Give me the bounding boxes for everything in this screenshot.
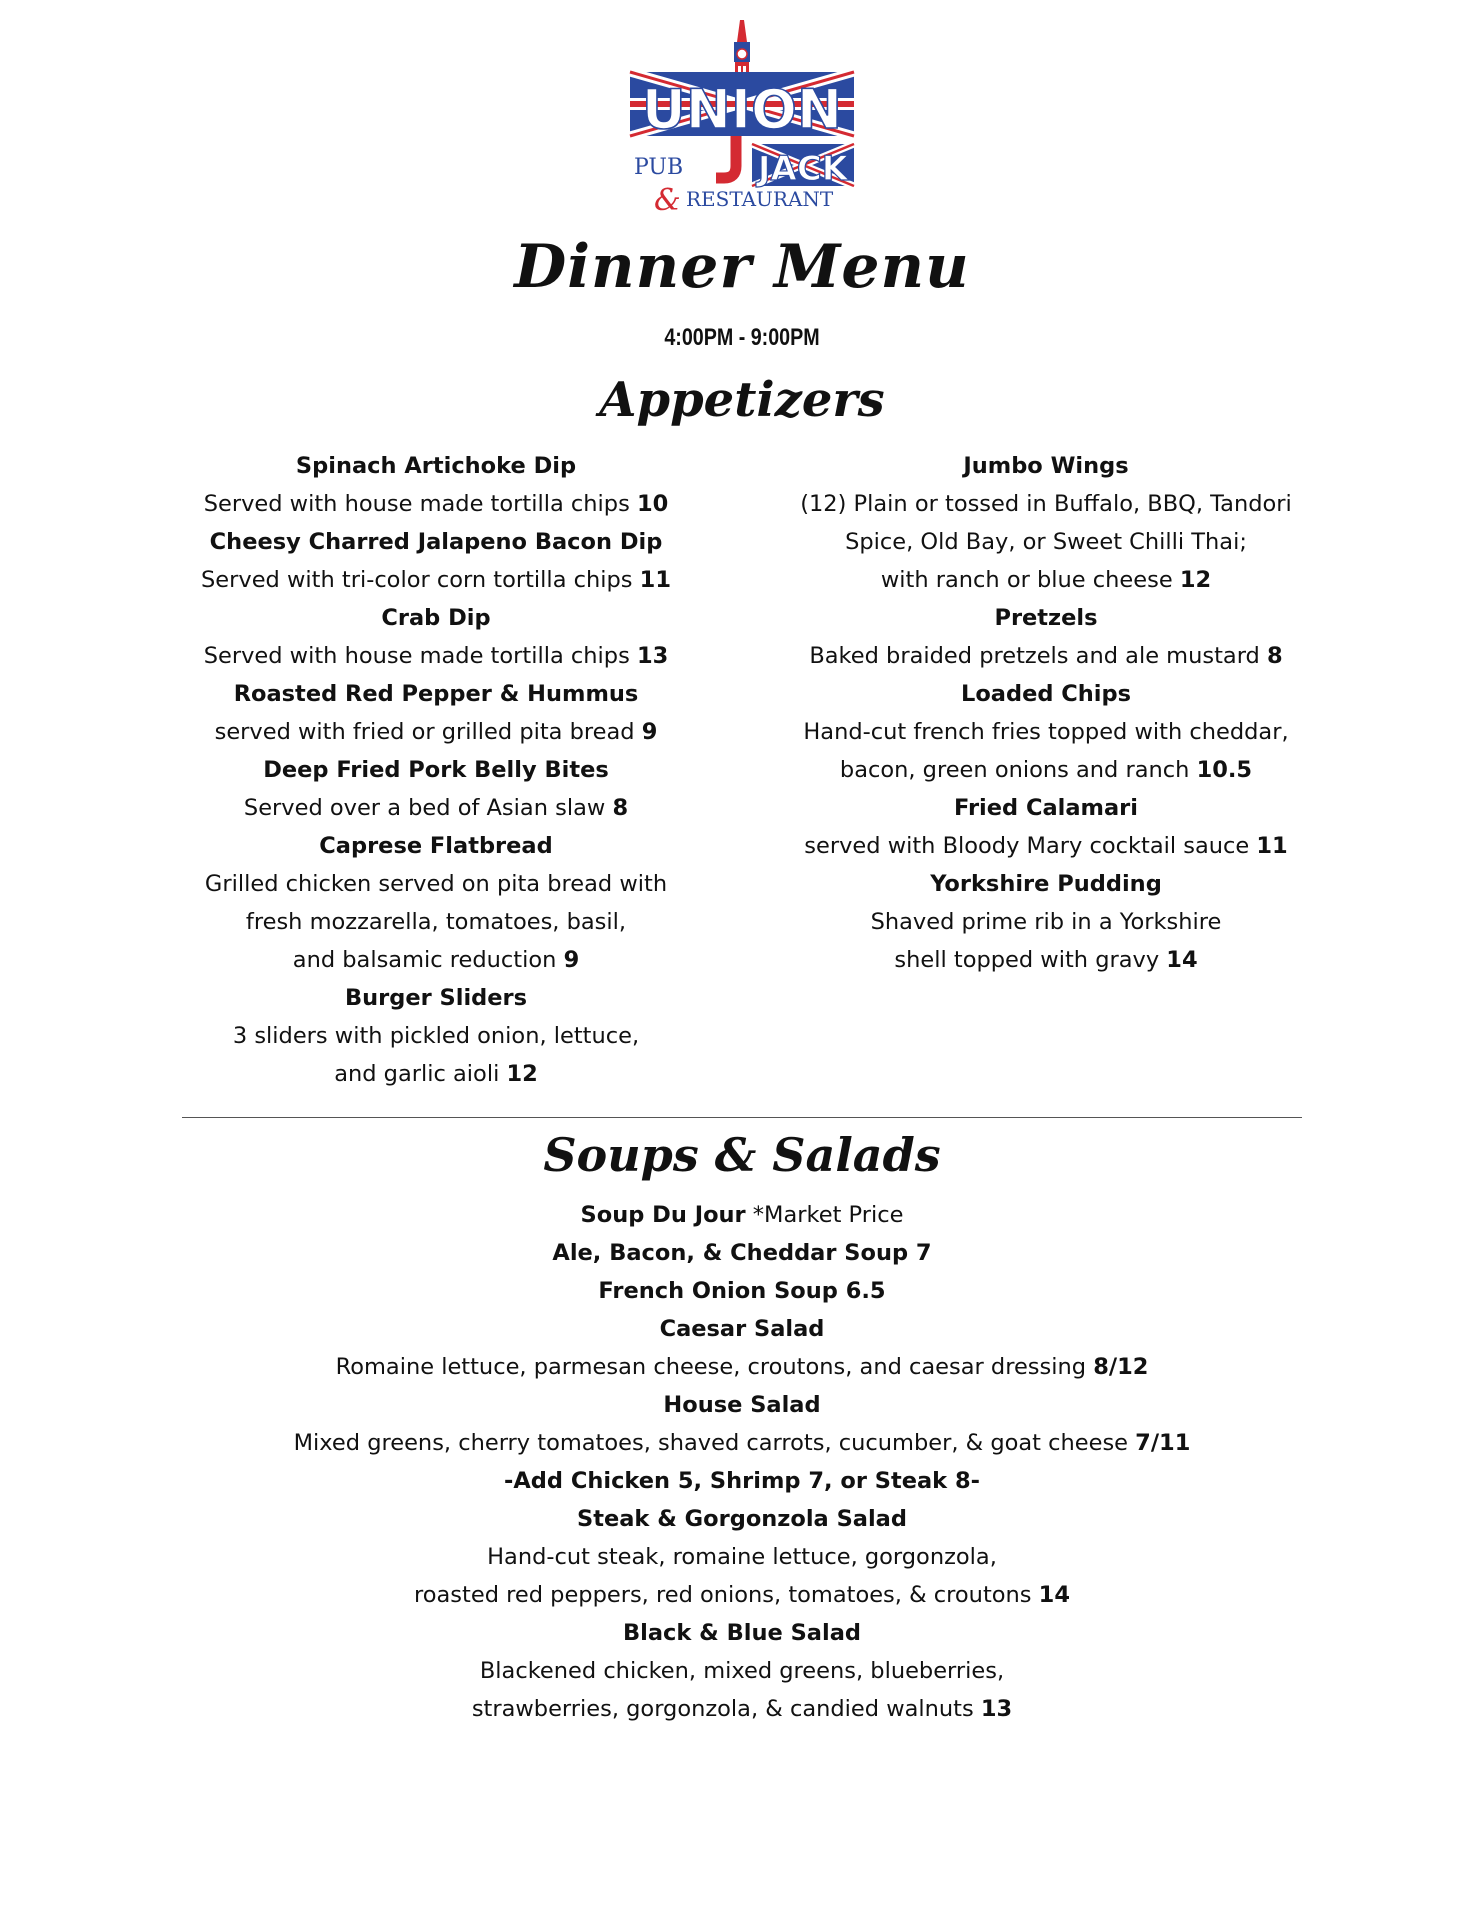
- menu-item: [170, 751, 702, 827]
- union-jack-logo-graphic: [628, 20, 860, 212]
- jack-wordmark: [752, 144, 854, 189]
- item-description: Served with house made tortilla chips 10: [203, 491, 669, 517]
- item-price: 12: [506, 1061, 538, 1087]
- item-description: bacon, green onions and ranch 10.5: [839, 757, 1253, 783]
- item-price: 11: [1256, 833, 1288, 859]
- restaurant-logo: [628, 20, 860, 212]
- item-description: and garlic aioli 12: [334, 1061, 538, 1087]
- item-price: 10: [636, 491, 669, 517]
- item-description: 3 sliders with pickled onion, lettuce,: [232, 1023, 640, 1049]
- svg-text:UNION: UNION: [641, 78, 843, 141]
- menu-item: Ale, Bacon, & Cheddar Soup 7: [552, 1240, 932, 1266]
- item-price: 8: [1267, 643, 1283, 669]
- item-description: Mixed greens, cherry tomatoes, shaved carrots, cucumber, & goat cheese 7/11: [293, 1430, 1191, 1456]
- item-description: with ranch or blue cheese 12: [880, 567, 1212, 593]
- service-hours: 4:00PM - 9:00PM: [664, 324, 820, 351]
- svg-text:JACK: JACK: [757, 149, 849, 189]
- item-name: Deep Fried Pork Belly Bites: [263, 757, 609, 783]
- item-price: 14: [1166, 947, 1198, 973]
- item-name: Caesar Salad: [659, 1316, 825, 1342]
- soups-salads-section: [170, 1196, 1314, 1728]
- page-title: Dinner Menu: [514, 232, 970, 302]
- item-description: shell topped with gravy 14: [894, 947, 1198, 973]
- item-name: Spinach Artichoke Dip: [295, 453, 577, 479]
- item-name: Cheesy Charred Jalapeno Bacon Dip: [209, 529, 663, 555]
- item-name: House Salad: [663, 1392, 821, 1418]
- item-name: Yorkshire Pudding: [930, 871, 1162, 897]
- item-price: 12: [1179, 567, 1212, 593]
- menu-item: [780, 447, 1312, 599]
- item-description: Served over a bed of Asian slaw 8: [243, 795, 629, 821]
- soups-salads-heading: Soups & Salads: [543, 1128, 941, 1182]
- item-name: Burger Sliders: [344, 985, 528, 1011]
- menu-item: [780, 675, 1312, 789]
- svg-text:PUB: PUB: [634, 155, 684, 180]
- item-description: Grilled chicken served on pita bread with: [204, 871, 668, 897]
- menu-item: [170, 827, 702, 979]
- menu-item: [170, 1196, 1314, 1234]
- item-description: Served with house made tortilla chips 13: [203, 643, 669, 669]
- item-description: fresh mozzarella, tomatoes, basil,: [245, 909, 627, 935]
- item-description: Hand-cut steak, romaine lettuce, gorgonzola,: [487, 1544, 997, 1570]
- item-name: Steak & Gorgonzola Salad: [577, 1506, 907, 1532]
- item-name: Pretzels: [994, 605, 1098, 631]
- item-name: Soup Du Jour: [580, 1202, 746, 1228]
- svg-text:RESTAURANT: RESTAURANT: [686, 187, 834, 211]
- item-price: 14: [1038, 1582, 1070, 1608]
- menu-item: [780, 599, 1312, 675]
- menu-item: [170, 447, 702, 523]
- svg-text:&: &: [654, 183, 681, 212]
- menu-item: [170, 523, 702, 599]
- menu-item: [780, 789, 1312, 865]
- appetizers-right-column: [780, 447, 1312, 979]
- item-price: 9: [641, 719, 658, 745]
- item-note: *Market Price: [745, 1202, 904, 1228]
- item-name: Black & Blue Salad: [623, 1620, 861, 1646]
- item-description: and balsamic reduction 9: [292, 947, 580, 973]
- item-price: 10.5: [1196, 757, 1253, 783]
- menu-item: [170, 675, 702, 751]
- section-divider: [182, 1117, 1302, 1118]
- item-description: Baked braided pretzels and ale mustard 8: [809, 643, 1283, 669]
- item-description: Served with tri-color corn tortilla chips 11: [201, 567, 671, 593]
- item-description: roasted red peppers, red onions, tomatoes, & croutons 14: [414, 1582, 1070, 1608]
- item-description: Shaved prime rib in a Yorkshire: [870, 909, 1222, 935]
- item-price: 9: [563, 947, 580, 973]
- item-price: 13: [636, 643, 669, 669]
- menu-item: [170, 979, 702, 1093]
- item-description: Romaine lettuce, parmesan cheese, croutons, and caesar dressing 8/12: [335, 1354, 1149, 1380]
- item-name: Roasted Red Pepper & Hummus: [233, 681, 639, 707]
- add-protein-note: -Add Chicken 5, Shrimp 7, or Steak 8-: [504, 1468, 980, 1494]
- item-name: Jumbo Wings: [963, 453, 1129, 479]
- item-price: 8: [612, 795, 629, 821]
- appetizers-heading: Appetizers: [599, 372, 885, 428]
- item-price: 11: [639, 567, 671, 593]
- item-price: 13: [980, 1696, 1013, 1722]
- item-description: strawberries, gorgonzola, & candied walnuts 13: [471, 1696, 1013, 1722]
- item-price: 8/12: [1093, 1354, 1149, 1380]
- item-description: served with Bloody Mary cocktail sauce 11: [804, 833, 1288, 859]
- union-wordmark: [630, 72, 854, 141]
- menu-item: French Onion Soup 6.5: [598, 1278, 886, 1304]
- item-name: Fried Calamari: [954, 795, 1138, 821]
- menu-item: [780, 865, 1312, 979]
- item-description: Blackened chicken, mixed greens, blueberries,: [479, 1658, 1005, 1684]
- item-description: Hand-cut french fries topped with cheddar,: [803, 719, 1289, 745]
- item-name: Loaded Chips: [960, 681, 1132, 707]
- item-description: (12) Plain or tossed in Buffalo, BBQ, Tandori: [800, 491, 1292, 517]
- item-description: Spice, Old Bay, or Sweet Chilli Thai;: [845, 529, 1247, 555]
- item-name: Caprese Flatbread: [319, 833, 553, 859]
- item-price: 7/11: [1135, 1430, 1191, 1456]
- appetizers-left-column: [170, 447, 702, 1093]
- item-description: served with fried or grilled pita bread 9: [214, 719, 658, 745]
- item-name: Crab Dip: [381, 605, 491, 631]
- menu-item: [170, 599, 702, 675]
